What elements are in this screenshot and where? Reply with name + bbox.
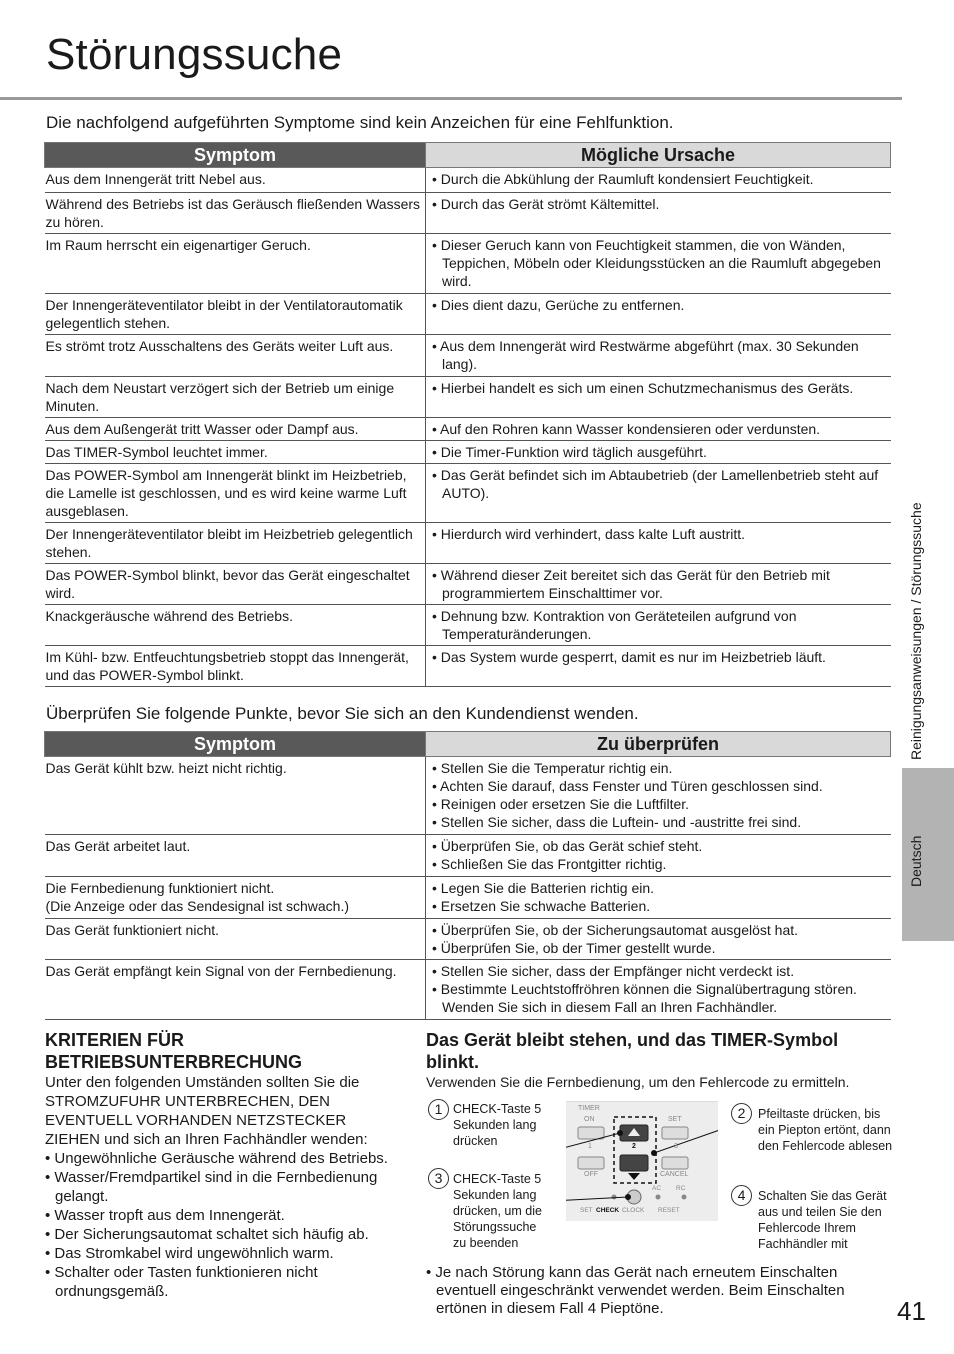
criteria-list (45, 1149, 405, 1301)
step-3-number: 3 (428, 1168, 449, 1189)
symptom-cause-table (44, 142, 891, 687)
symptom-text: Das Gerät empfängt kein Signal von der Fernbedienung. (45, 963, 397, 979)
symptom-cell (45, 757, 426, 835)
step-1-text: CHECK-Taste 5 Sekunden lang drücken (453, 1102, 542, 1148)
step-2-text: Pfeiltaste drücken, bis ein Piepton ertönt, dann den Fehlercode ablesen (758, 1107, 893, 1153)
criteria-text: Unter den folgenden Umständen sollten Sie die STROMZUFUHR UNTERBRECHEN, DEN EVENTUELL VORHANDEN NETZSTECKER ZIEHEN und sich an Ihren Fachhändler wenden: (45, 1074, 368, 1148)
table-row (45, 960, 891, 1020)
cause-cell (426, 193, 891, 234)
table-row (45, 294, 891, 335)
cause-cell (426, 294, 891, 335)
table-row (45, 646, 891, 687)
cause-text: • Das System wurde gesperrt, damit es nur im Heizbetrieb läuft. (432, 648, 887, 666)
symptom-cell: Während des Betriebs ist das Geräusch fließenden Wassers zu hören. (45, 193, 426, 234)
table-row (45, 464, 891, 523)
remote-rc-label: RC (676, 1185, 686, 1192)
remote-set2-label: SET (580, 1207, 593, 1214)
header-symptom: Symptom (45, 732, 426, 757)
remote-clock-label: CLOCK (622, 1207, 645, 1214)
cause-text: • Die Timer-Funktion wird täglich ausgeführt. (432, 443, 887, 461)
remote-check-label: CHECK (596, 1207, 620, 1214)
criteria-item: • Der Sicherungsautomat schaltet sich häufig ab. (45, 1225, 405, 1244)
cause-cell (426, 605, 891, 646)
header-check: Zu überprüfen (426, 732, 891, 757)
symptom-cell: Aus dem Außengerät tritt Wasser oder Dampf aus. (45, 418, 426, 441)
cause-cell (426, 646, 891, 687)
step-4-text: Schalten Sie das Gerät aus und teilen Sie den Fehlercode Ihrem Fachhändler mit (758, 1189, 887, 1251)
check-item: • Schließen Sie das Frontgitter richtig. (432, 855, 887, 873)
table-row (45, 919, 891, 960)
cause-text: • Durch das Gerät strömt Kältemittel. (432, 195, 887, 213)
check-item: • Ersetzen Sie schwache Batterien. (432, 897, 887, 915)
criteria-block (45, 1029, 405, 1301)
table-row (45, 168, 891, 193)
check-item: • Legen Sie die Batterien richtig ein. (432, 879, 887, 897)
check-item: • Überprüfen Sie, ob der Sicherungsautomat ausgelöst hat. (432, 921, 887, 939)
step-1-number: 1 (428, 1099, 449, 1120)
symptom-text: Die Fernbedienung funktioniert nicht. (45, 880, 275, 896)
table-row (45, 757, 891, 835)
check-item: • Bestimmte Leuchtstoffröhren können die Signalübertragung stören. Wenden Sie sich in diesem Fall an Ihren Fachhändler. (432, 980, 887, 1016)
criteria-item: • Das Stromkabel wird ungewöhnlich warm. (45, 1244, 405, 1263)
table-row (45, 335, 891, 377)
symptom-cell: Im Kühl- bzw. Entfeuchtungsbetrieb stoppt das Innengerät, und das POWER-Symbol blinkt. (45, 646, 426, 687)
table-row (45, 377, 891, 418)
step-2-number: 2 (731, 1103, 752, 1124)
step-3-text: CHECK-Taste 5 Sekunden lang drücken, um die Störungssuche zu beenden (453, 1172, 542, 1250)
cause-cell (426, 418, 891, 441)
table-row (45, 523, 891, 564)
check-cell (426, 919, 891, 960)
symptom-cell (45, 835, 426, 877)
check-item: • Überprüfen Sie, ob der Timer gestellt wurde. (432, 939, 887, 957)
cause-text: • Während dieser Zeit bereitet sich das Gerät für den Betrieb mit programmiertem Einschalttimer vor. (432, 566, 887, 602)
remote-on-label: ON (584, 1116, 595, 1123)
remote-cancel-label: CANCEL (660, 1171, 689, 1178)
remote-3-label: 3 (674, 1143, 678, 1150)
remote-timer-label: TIMER (578, 1105, 600, 1112)
criteria-heading: KRITERIEN FÜR BETRIEBSUNTERBRECHUNG (45, 1030, 303, 1072)
page-title: Störungssuche (46, 30, 343, 79)
remote-control-illustration (566, 1101, 718, 1221)
symptom-cell: Das TIMER-Symbol leuchtet immer. (45, 441, 426, 464)
symptom-cell: Das POWER-Symbol blinkt, bevor das Gerät eingeschaltet wird. (45, 564, 426, 605)
table-row (45, 835, 891, 877)
criteria-item: • Wasser tropft aus dem Innengerät. (45, 1206, 405, 1225)
cause-cell (426, 234, 891, 294)
criteria-item: • Wasser/Fremdpartikel sind in die Fernbedienung gelangt. (45, 1168, 405, 1206)
cause-cell (426, 377, 891, 418)
header-cause: Mögliche Ursache (426, 143, 891, 168)
symptom-cell: Aus dem Innengerät tritt Nebel aus. (45, 168, 426, 193)
cause-text: • Dieser Geruch kann von Feuchtigkeit stammen, die von Wänden, Teppichen, Möbeln oder Kleidungsstücken an die Raumluft abgegeben wird. (432, 236, 887, 290)
check-item: • Reinigen oder ersetzen Sie die Luftfilter. (432, 795, 887, 813)
check-item: • Stellen Sie sicher, dass der Empfänger nicht verdeckt ist. (432, 962, 887, 980)
section1-intro: Die nachfolgend aufgeführten Symptome sind kein Anzeichen für eine Fehlfunktion. (46, 113, 674, 132)
cause-text: • Dies dient dazu, Gerüche zu entfernen. (432, 296, 887, 314)
cause-text: • Dehnung bzw. Kontraktion von Geräteteilen aufgrund von Temperaturänderungen. (432, 607, 887, 643)
check-cell (426, 835, 891, 877)
symptom-check-table (44, 731, 891, 1020)
page-number: 41 (897, 1296, 926, 1326)
cause-text: • Hierbei handelt es sich um einen Schutzmechanismus des Geräts. (432, 379, 887, 397)
cause-cell (426, 464, 891, 523)
step-4-number: 4 (731, 1185, 752, 1206)
symptom-text: Das Gerät arbeitet laut. (45, 838, 191, 854)
table-row (45, 418, 891, 441)
title-divider (0, 97, 902, 100)
criteria-item: • Schalter oder Tasten funktionieren nicht ordnungsgemäß. (45, 1263, 405, 1301)
remote-set-label: SET (668, 1116, 682, 1123)
check-item: • Überprüfen Sie, ob das Gerät schief steht. (432, 837, 887, 855)
cause-cell (426, 335, 891, 377)
symptom-cell: Der Innengeräteventilator bleibt im Heizbetrieb gelegentlich stehen. (45, 523, 426, 564)
cause-text: • Das Gerät befindet sich im Abtaubetrieb (der Lamellenbetrieb steht auf AUTO). (432, 466, 887, 502)
symptom-cell: Der Innengeräteventilator bleibt in der Ventilatorautomatik gelegentlich stehen. (45, 294, 426, 335)
table-row (45, 605, 891, 646)
check-cell (426, 960, 891, 1020)
symptom-cell: Knackgeräusche während des Betriebs. (45, 605, 426, 646)
remote-reset-label: RESET (658, 1207, 680, 1214)
symptom-cell: Das POWER-Symbol am Innengerät blinkt im Heizbetrieb, die Lamelle ist geschlossen, und es wird keine warme Luft ausgeblasen. (45, 464, 426, 523)
remote-ac-label: AC (652, 1185, 662, 1192)
remote-2-label: 2 (632, 1143, 636, 1150)
symptom-cell (45, 919, 426, 960)
check-cell (426, 757, 891, 835)
cause-text: • Auf den Rohren kann Wasser kondensieren oder verdunsten. (432, 420, 887, 438)
sidebar-section-label: Reinigungsanweisungen / Störungssuche (908, 502, 924, 760)
cause-text: • Hierdurch wird verhindert, dass kalte Luft austritt. (432, 525, 887, 543)
timer-note (426, 1264, 881, 1318)
table-row (45, 441, 891, 464)
cause-cell (426, 523, 891, 564)
cause-text: • Aus dem Innengerät wird Restwärme abgeführt (max. 30 Sekunden lang). (432, 337, 887, 373)
timer-blink-block (426, 1029, 896, 1091)
symptom-text: Das Gerät funktioniert nicht. (45, 922, 220, 938)
language-tab-label: Deutsch (908, 835, 924, 887)
header-symptom: Symptom (45, 143, 426, 168)
symptom-text: Das Gerät kühlt bzw. heizt nicht richtig. (45, 760, 287, 776)
symptom-cell (45, 877, 426, 919)
cause-cell (426, 168, 891, 193)
timer-subtext: Verwenden Sie die Fernbedienung, um den Fehlercode zu ermitteln. (426, 1074, 850, 1090)
timer-heading: Das Gerät bleibt stehen, und das TIMER-Symbol blinkt. (426, 1030, 839, 1072)
table-row (45, 564, 891, 605)
symptom-cell: Nach dem Neustart verzögert sich der Betrieb um einige Minuten. (45, 377, 426, 418)
table-row (45, 193, 891, 234)
remote-1-label: 1 (588, 1143, 592, 1150)
timer-note-text: • Je nach Störung kann das Gerät nach erneutem Einschalten eventuell eingeschränkt verwendet werden. Beim Einschalten ertönen in diesem Fall 4 Pieptöne. (426, 1264, 881, 1318)
symptom-cell (45, 960, 426, 1020)
section2-intro: Überprüfen Sie folgende Punkte, bevor Sie sich an den Kundendienst wenden. (46, 704, 639, 723)
symptom-cell: Im Raum herrscht ein eigenartiger Geruch. (45, 234, 426, 294)
cause-cell (426, 441, 891, 464)
check-item: • Stellen Sie die Temperatur richtig ein. (432, 759, 887, 777)
remote-off-label: OFF (584, 1171, 598, 1178)
check-cell (426, 877, 891, 919)
check-item: • Achten Sie darauf, dass Fenster und Türen geschlossen sind. (432, 777, 887, 795)
cause-cell (426, 564, 891, 605)
cause-text: • Durch die Abkühlung der Raumluft kondensiert Feuchtigkeit. (432, 170, 887, 188)
symptom-cell: Es strömt trotz Ausschaltens des Geräts weiter Luft aus. (45, 335, 426, 377)
check-item: • Stellen Sie sicher, dass die Luftein- und -austritte frei sind. (432, 813, 887, 831)
symptom-text-2: (Die Anzeige oder das Sendesignal ist schwach.) (45, 898, 350, 914)
criteria-item: • Ungewöhnliche Geräusche während des Betriebs. (45, 1149, 405, 1168)
table-row (45, 234, 891, 294)
table-row (45, 877, 891, 919)
